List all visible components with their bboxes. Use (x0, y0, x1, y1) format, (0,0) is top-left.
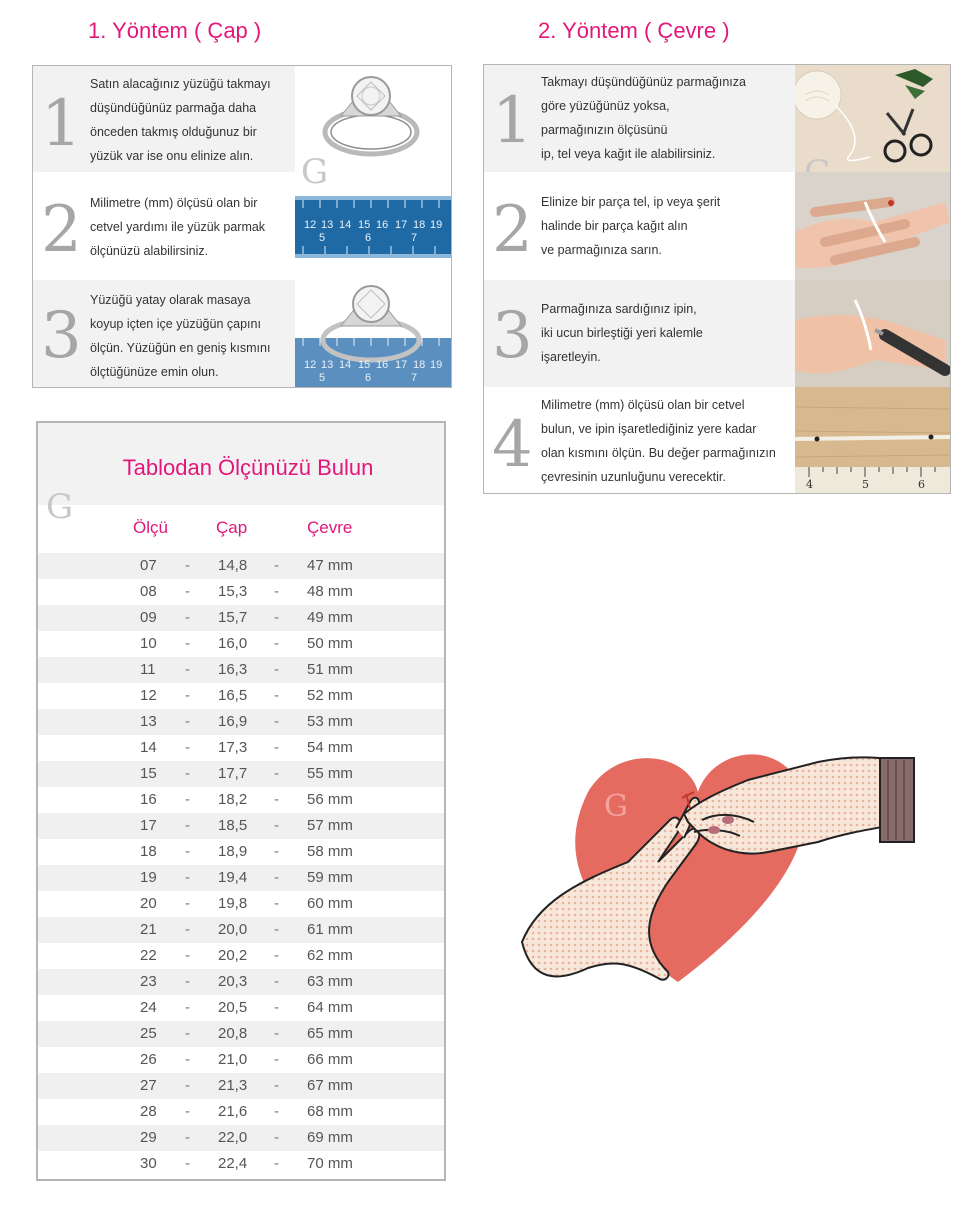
separator: - (185, 609, 190, 626)
step-text: Parmağınıza sardığınız ipin, iki ucun birleştiği yeri kalemle işaretleyin. (541, 302, 703, 364)
size-cell: 26 (140, 1051, 157, 1068)
size-cell: 09 (140, 609, 157, 626)
table-row (38, 917, 444, 943)
circumference-cell: 50 mm (307, 635, 353, 652)
svg-text:14: 14 (339, 359, 352, 371)
separator: - (185, 1077, 190, 1094)
blue-ruler-image (295, 196, 451, 258)
separator: - (274, 1155, 279, 1172)
svg-text:17: 17 (395, 359, 408, 371)
svg-text:19: 19 (430, 219, 443, 231)
svg-text:18: 18 (413, 359, 426, 371)
size-cell: 24 (140, 999, 157, 1016)
table-row (38, 1151, 444, 1177)
separator: - (185, 1051, 190, 1068)
step-number: 3 (41, 299, 82, 373)
table-row (38, 1021, 444, 1047)
column-header-circumference: Çevre (307, 518, 353, 537)
size-cell: 07 (140, 557, 157, 574)
size-cell: 29 (140, 1129, 157, 1146)
step-text: Takmayı düşündüğünüz parmağınıza göre yüzüğünüz yoksa, parmağınızın ölçüsünü ip, tel veya kağıt ile alabilirsiniz. (541, 75, 746, 161)
diameter-cell: 19,4 (218, 869, 248, 886)
diameter-cell: 22,4 (218, 1155, 248, 1172)
step-number: 4 (492, 408, 533, 482)
circumference-cell: 52 mm (307, 687, 353, 704)
circumference-cell: 59 mm (307, 869, 353, 886)
separator: - (274, 791, 279, 808)
separator: - (185, 557, 190, 574)
diameter-cell: 16,9 (218, 713, 248, 730)
step-number: 2 (41, 193, 82, 267)
diameter-cell: 17,7 (218, 765, 248, 782)
method1-panel (32, 65, 452, 388)
table-row (38, 631, 444, 657)
circumference-cell: 56 mm (307, 791, 353, 808)
table-row (38, 839, 444, 865)
separator: - (185, 947, 190, 964)
diameter-cell: 17,3 (218, 739, 248, 756)
diameter-cell: 20,0 (218, 921, 248, 938)
watermark-logo: G (604, 789, 628, 824)
separator: - (185, 687, 190, 704)
separator: - (274, 1051, 279, 1068)
size-cell: 13 (140, 713, 157, 730)
separator: - (185, 1129, 190, 1146)
size-cell: 23 (140, 973, 157, 990)
separator: - (274, 635, 279, 652)
svg-text:12: 12 (304, 359, 317, 371)
size-cell: 15 (140, 765, 157, 782)
svg-text:4: 4 (806, 478, 813, 491)
method1-step-1 (33, 66, 451, 172)
circumference-cell: 51 mm (307, 661, 353, 678)
method2-panel (483, 64, 951, 494)
svg-text:12: 12 (304, 219, 317, 231)
svg-text:7: 7 (411, 232, 418, 244)
size-cell: 19 (140, 869, 157, 886)
size-cell: 30 (140, 1155, 157, 1172)
size-cell: 27 (140, 1077, 157, 1094)
table-row (38, 813, 444, 839)
diameter-cell: 20,3 (218, 973, 248, 990)
separator: - (185, 1103, 190, 1120)
separator: - (185, 765, 190, 782)
method2-step-1 (484, 65, 950, 172)
column-header-diameter: Çap (216, 518, 248, 537)
separator: - (185, 999, 190, 1016)
separator: - (274, 765, 279, 782)
size-cell: 25 (140, 1025, 157, 1042)
size-cell: 16 (140, 791, 157, 808)
circumference-cell: 55 mm (307, 765, 353, 782)
diameter-cell: 20,8 (218, 1025, 248, 1042)
separator: - (185, 921, 190, 938)
separator: - (274, 609, 279, 626)
svg-text:13: 13 (321, 359, 334, 371)
svg-text:18: 18 (413, 219, 426, 231)
size-table (36, 421, 446, 1181)
table-row (38, 579, 444, 605)
separator: - (274, 947, 279, 964)
circumference-cell: 65 mm (307, 1025, 353, 1042)
separator: - (274, 583, 279, 600)
diameter-cell: 15,3 (218, 583, 248, 600)
diameter-cell: 21,6 (218, 1103, 248, 1120)
separator: - (185, 739, 190, 756)
step-text: Yüzüğü yatay olarak masaya koyup içten içe yüzüğün çapını ölçün. Yüzüğün en geniş kısmını ölçtüğünüze emin olun. (90, 293, 271, 379)
separator: - (185, 1155, 190, 1172)
diameter-cell: 19,8 (218, 895, 248, 912)
wooden-ruler-image (795, 387, 950, 493)
diameter-cell: 18,5 (218, 817, 248, 834)
separator: - (274, 869, 279, 886)
svg-text:7: 7 (411, 372, 418, 384)
svg-text:5: 5 (319, 232, 326, 244)
table-row (38, 1047, 444, 1073)
table-title: Tablodan Ölçünüzü Bulun (122, 455, 374, 480)
separator: - (185, 791, 190, 808)
circumference-cell: 70 mm (307, 1155, 353, 1172)
step-number: 1 (492, 84, 533, 158)
separator: - (274, 557, 279, 574)
size-cell: 21 (140, 921, 157, 938)
table-row (38, 969, 444, 995)
circumference-cell: 64 mm (307, 999, 353, 1016)
ring-on-ruler-image (295, 280, 451, 387)
circumference-cell: 67 mm (307, 1077, 353, 1094)
hand-wrapping-string-image (795, 172, 950, 280)
diameter-cell: 22,0 (218, 1129, 248, 1146)
size-cell: 08 (140, 583, 157, 600)
svg-text:15: 15 (358, 359, 371, 371)
separator: - (274, 713, 279, 730)
table-header (38, 423, 444, 505)
size-cell: 20 (140, 895, 157, 912)
svg-text:15: 15 (358, 219, 371, 231)
method1-step-3 (33, 280, 451, 387)
table-row (38, 787, 444, 813)
method1-step-2 (33, 172, 451, 280)
circumference-cell: 62 mm (307, 947, 353, 964)
table-row (38, 761, 444, 787)
watermark-logo: G (301, 152, 329, 192)
separator: - (185, 843, 190, 860)
diameter-cell: 15,7 (218, 609, 248, 626)
separator: - (274, 1103, 279, 1120)
circumference-cell: 60 mm (307, 895, 353, 912)
separator: - (274, 1129, 279, 1146)
table-row (38, 709, 444, 735)
size-cell: 18 (140, 843, 157, 860)
svg-text:13: 13 (321, 219, 334, 231)
diameter-cell: 21,0 (218, 1051, 248, 1068)
circumference-cell: 61 mm (307, 921, 353, 938)
diameter-cell: 20,2 (218, 947, 248, 964)
step-text: Milimetre (mm) ölçüsü olan bir cetvel bulun, ve ipin işaretlediğiniz yere kadar olan kısmını ölçün. Bu değer parmağınızın çevresinin uzunluğunu verecektir. (541, 398, 776, 484)
table-row (38, 943, 444, 969)
step-text: Elinize bir parça tel, ip veya şerit halinde bir parça kağıt alın ve parmağınıza sarın. (541, 195, 721, 257)
diameter-cell: 20,5 (218, 999, 248, 1016)
circumference-cell: 57 mm (307, 817, 353, 834)
size-cell: 11 (140, 661, 156, 678)
svg-text:6: 6 (365, 232, 372, 244)
svg-text:14: 14 (339, 219, 352, 231)
separator: - (185, 895, 190, 912)
diameter-cell: 16,5 (218, 687, 248, 704)
method2-title: 2. Yöntem ( Çevre ) (538, 18, 730, 43)
circumference-cell: 48 mm (307, 583, 353, 600)
step-text: Milimetre (mm) ölçüsü olan bir cetvel yardımı ile yüzük parmak ölçünüzü alabilirsiniz. (90, 196, 266, 258)
size-cell: 17 (140, 817, 157, 834)
separator: - (185, 1025, 190, 1042)
circumference-cell: 69 mm (307, 1129, 353, 1146)
svg-text:16: 16 (376, 359, 389, 371)
method1-title: 1. Yöntem ( Çap ) (88, 18, 262, 43)
table-row (38, 995, 444, 1021)
table-row (38, 683, 444, 709)
table-row (38, 605, 444, 631)
method2-step-3 (484, 280, 950, 387)
table-row (38, 553, 444, 579)
separator: - (274, 687, 279, 704)
svg-text:5: 5 (319, 372, 326, 384)
table-row (38, 891, 444, 917)
circumference-cell: 63 mm (307, 973, 353, 990)
diameter-cell: 18,2 (218, 791, 248, 808)
diameter-cell: 16,0 (218, 635, 248, 652)
table-row (38, 735, 444, 761)
table-row (38, 865, 444, 891)
diameter-cell: 16,3 (218, 661, 248, 678)
separator: - (274, 973, 279, 990)
circumference-cell: 54 mm (307, 739, 353, 756)
separator: - (274, 1077, 279, 1094)
svg-text:5: 5 (862, 478, 869, 491)
method2-step-4 (484, 387, 950, 493)
svg-text:19: 19 (430, 359, 443, 371)
diameter-cell: 14,8 (218, 557, 248, 574)
step-number: 1 (41, 87, 82, 161)
size-cell: 14 (140, 739, 157, 756)
separator: - (274, 843, 279, 860)
separator: - (274, 921, 279, 938)
separator: - (274, 999, 279, 1016)
size-cell: 10 (140, 635, 157, 652)
step-number: 2 (492, 193, 533, 267)
circumference-cell: 66 mm (307, 1051, 353, 1068)
step-number: 3 (492, 299, 533, 373)
size-cell: 12 (140, 687, 157, 704)
separator: - (185, 661, 190, 678)
watermark-logo: G (46, 487, 74, 527)
separator: - (185, 817, 190, 834)
separator: - (274, 817, 279, 834)
separator: - (185, 869, 190, 886)
hand-marking-string-image (795, 280, 950, 387)
circumference-cell: 49 mm (307, 609, 353, 626)
separator: - (185, 713, 190, 730)
table-row (38, 1099, 444, 1125)
separator: - (274, 1025, 279, 1042)
step-text: Satın alacağınız yüzüğü takmayı düşündüğünüz parmağa daha önceden takmış olduğunuz bir yüzük var ise onu elinize alın. (90, 77, 271, 163)
circumference-cell: 68 mm (307, 1103, 353, 1120)
circumference-cell: 47 mm (307, 557, 353, 574)
svg-text:17: 17 (395, 219, 408, 231)
table-row (38, 1125, 444, 1151)
separator: - (274, 661, 279, 678)
svg-text:6: 6 (918, 478, 925, 491)
separator: - (274, 895, 279, 912)
size-cell: 28 (140, 1103, 157, 1120)
separator: - (185, 973, 190, 990)
circumference-cell: 53 mm (307, 713, 353, 730)
svg-text:6: 6 (365, 372, 372, 384)
separator: - (185, 635, 190, 652)
svg-text:16: 16 (376, 219, 389, 231)
diameter-cell: 18,9 (218, 843, 248, 860)
circumference-cell: 58 mm (307, 843, 353, 860)
separator: - (185, 583, 190, 600)
column-header-size: Ölçü (133, 518, 168, 537)
table-row (38, 657, 444, 683)
heart-and-hands-illustration (518, 732, 920, 994)
separator: - (274, 739, 279, 756)
table-row (38, 1073, 444, 1099)
size-cell: 22 (140, 947, 157, 964)
diameter-cell: 21,3 (218, 1077, 248, 1094)
method2-step-2 (484, 172, 950, 280)
